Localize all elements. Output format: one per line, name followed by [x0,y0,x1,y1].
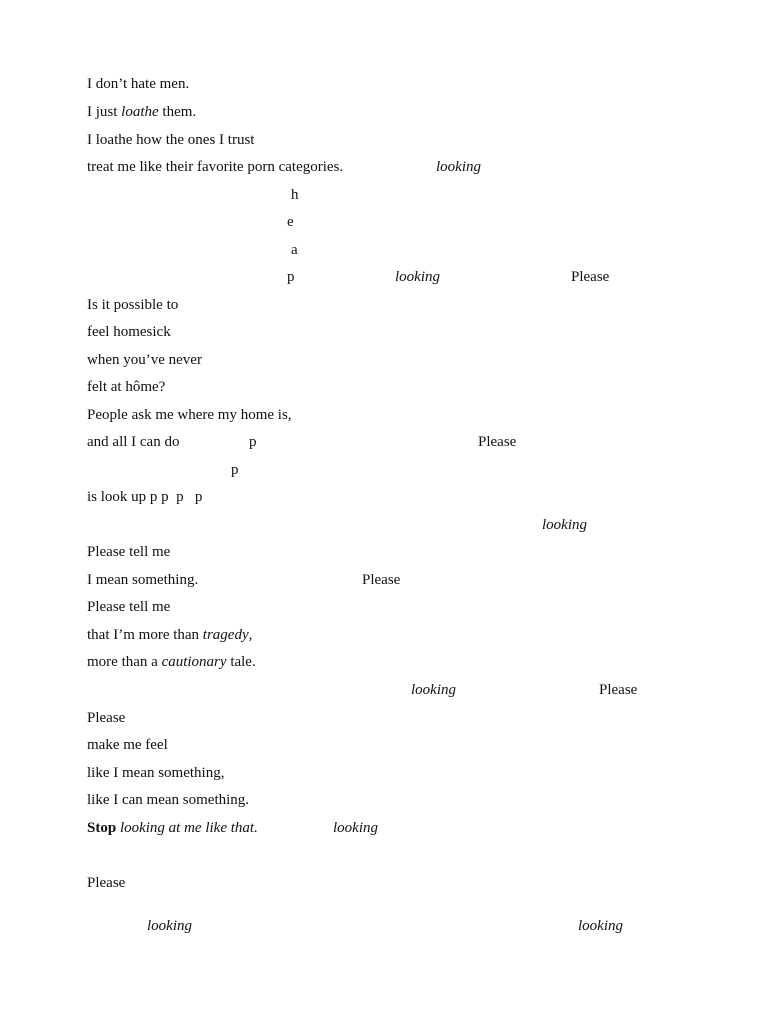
poem-line-12: Please tell me [87,544,171,560]
floating-looking: looking [147,918,192,934]
emphasis-tragedy: tragedy [202,627,249,643]
floating-looking: looking [333,820,378,836]
heap-letter-a: a [291,242,298,258]
poem-line-9: People ask me where my home is, [87,407,292,423]
poem-line-20: like I can mean something. [87,792,250,808]
text-run: , [248,627,253,643]
heap-letter-e: e [287,214,294,230]
poem-line-11: is look up p p p p [87,489,203,505]
floating-looking: looking [542,517,587,533]
floating-please: Please [599,682,638,698]
text-run: I just [87,104,122,120]
poem-line-19: like I mean something, [87,765,225,781]
floating-looking: looking [395,269,440,285]
heap-letter-h: h [291,187,299,203]
poem-line-21 [87,819,258,837]
floating-please: Please [571,269,610,285]
emphasis-cautionary: cautionary [161,654,227,670]
emphasis-loathe: loathe [121,104,159,120]
poem-line-13: I mean something. [87,572,199,588]
heap-letter-p: p [287,269,295,285]
poem-line-15 [87,626,252,644]
floating-looking: looking [578,918,623,934]
poem-line-22: Please [87,875,126,891]
text-run: more than a [87,654,162,670]
poem-line-14: Please tell me [87,599,171,615]
poem-line-4: treat me like their favorite porn categories. [87,159,344,175]
stray-p: p [231,462,239,478]
poem-line-17: Please [87,710,126,726]
poem-line-18: make me feel [87,737,168,753]
emphasis-stop: Stop [87,820,117,836]
stray-p: p [249,434,257,450]
poem-line-8: felt at hôme? [87,379,166,395]
floating-please: Please [362,572,401,588]
text-run: tale. [226,654,256,670]
floating-looking: looking [436,159,481,175]
poem-line-7: when you’ve never [87,352,202,368]
floating-please: Please [478,434,517,450]
text-run: them. [158,104,197,120]
text-run: looking at me like that. [116,820,258,836]
poem-line-3: I loathe how the ones I trust [87,132,255,148]
floating-looking: looking [411,682,456,698]
poem-line-2 [87,103,196,121]
poem-line-16 [87,653,256,671]
poem-line-6: feel homesick [87,324,171,340]
poem-line-10: and all I can do [87,434,180,450]
poem-line-5: Is it possible to [87,297,179,313]
text-run: that I’m more than [87,627,203,643]
poem-line-1: I don’t hate men. [87,76,190,92]
